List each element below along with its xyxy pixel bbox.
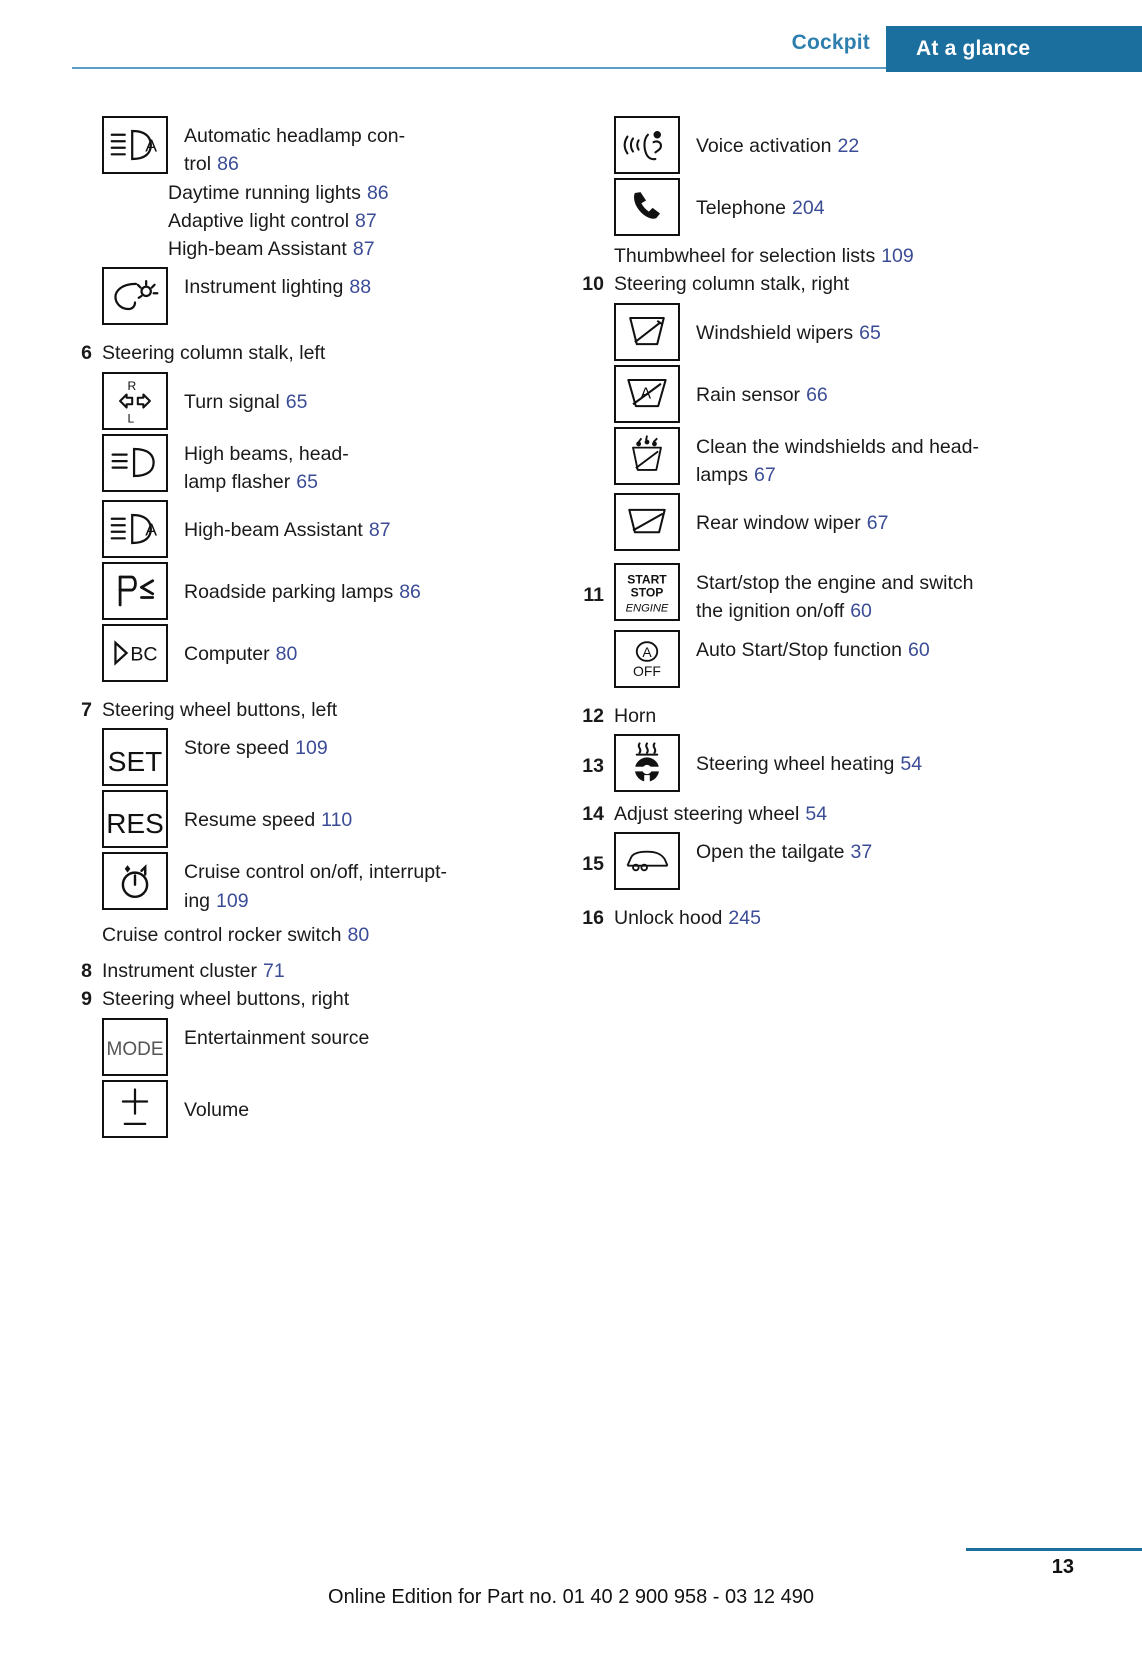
telephone-page: 204 xyxy=(792,197,825,219)
cruise-rocker-page: 80 xyxy=(347,923,370,946)
high-beams-label-wrap xyxy=(168,434,558,497)
entry-entertainment-source xyxy=(68,1018,558,1076)
clean-windshields-page: 67 xyxy=(754,463,776,486)
entry-14-adjust-steering-wheel xyxy=(580,800,1090,828)
bc-computer-icon xyxy=(102,624,168,682)
rain-sensor-icon xyxy=(614,365,680,423)
svg-text:A: A xyxy=(640,385,652,403)
windshield-wipers-page: 65 xyxy=(859,321,881,344)
voice-activation-page: 22 xyxy=(837,135,860,157)
high-beams-line-2: lamp flasher xyxy=(184,470,291,493)
svg-text:A: A xyxy=(642,643,652,660)
resume-speed-label-wrap xyxy=(168,790,558,834)
turn-signal-label: Turn signal xyxy=(184,390,280,413)
svg-text:START: START xyxy=(627,572,667,587)
computer-label: Computer xyxy=(184,643,270,666)
entry-8-instrument-cluster xyxy=(68,957,558,985)
set-icon-text: SET xyxy=(107,746,163,778)
clean-windshields-line-1: Clean the windshields and head- xyxy=(696,435,979,458)
mode-button-icon xyxy=(102,1018,168,1076)
store-speed-label-wrap xyxy=(168,728,558,762)
steering-wheel-heating-label: Steering wheel heating xyxy=(696,752,895,775)
entry-16-unlock-hood xyxy=(580,904,1090,932)
parking-lamps-label: Roadside parking lamps xyxy=(184,581,394,604)
volume-label: Volume xyxy=(184,1098,250,1121)
open-tailgate-label: Open the tailgate xyxy=(696,841,845,864)
svg-text:A: A xyxy=(145,519,158,540)
volume-icon xyxy=(102,1080,168,1138)
cruise-control-line-1: Cruise control on/off, interrupt- xyxy=(184,861,448,884)
footer-edition-text: Online Edition for Part no. 01 40 2 900 958 - 03 12 490 xyxy=(328,1586,814,1608)
entry-6-number: 6 xyxy=(81,342,92,365)
telephone-icon xyxy=(614,178,680,236)
entry-14-title: Adjust steering wheel xyxy=(614,802,800,825)
high-beam-assistant-icon xyxy=(102,500,168,558)
auto-start-stop-label-wrap xyxy=(680,630,1090,664)
page-header xyxy=(0,0,1142,72)
open-tailgate-label-wrap xyxy=(680,832,1090,866)
cruise-control-label-wrap xyxy=(168,852,558,915)
turn-signal-label-wrap xyxy=(168,372,558,416)
rear-window-wiper-page: 67 xyxy=(866,512,889,535)
svg-text:L: L xyxy=(127,411,135,426)
headlamp-page: 86 xyxy=(217,153,239,176)
instrument-lighting-page: 88 xyxy=(349,276,372,299)
header-section-title: Cockpit xyxy=(791,31,870,54)
entry-auto-start-stop xyxy=(580,630,1090,688)
entry-15-open-the-tailgate xyxy=(580,832,1090,890)
cruise-control-page: 109 xyxy=(216,889,249,912)
svg-text:STOP: STOP xyxy=(630,585,664,600)
entry-13-number: 13 xyxy=(582,754,604,777)
thumbwheel-label: Thumbwheel for selection lists xyxy=(614,245,876,267)
auto-start-stop-off-icon xyxy=(614,630,680,688)
clean-windshields-line-2: lamps xyxy=(696,463,749,486)
thumbwheel-wrap xyxy=(614,242,1090,270)
entry-rain-sensor xyxy=(580,365,1090,423)
high-beam-assistant-label: High-beam Assistant xyxy=(168,238,347,261)
entry-11-number: 11 xyxy=(583,584,604,607)
svg-text:BC: BC xyxy=(130,643,158,666)
entry-9-steering-wheel-buttons-right xyxy=(68,985,558,1013)
entry-12-number: 12 xyxy=(582,704,604,727)
cruise-rocker-wrap xyxy=(102,921,558,949)
entry-computer xyxy=(68,624,558,682)
high-beam-assistant-page: 87 xyxy=(352,238,375,261)
entry-telephone xyxy=(580,178,1090,236)
entry-9-title: Steering wheel buttons, right xyxy=(102,988,350,1011)
hba-page: 87 xyxy=(368,519,391,542)
footer-divider xyxy=(966,1548,1142,1551)
entry-16-number: 16 xyxy=(582,907,604,930)
cruise-control-icon xyxy=(102,852,168,910)
thumbwheel-page: 109 xyxy=(881,245,914,267)
res-button-icon xyxy=(102,790,168,848)
entry-clean-windshields xyxy=(580,427,1090,490)
rain-sensor-label: Rain sensor xyxy=(696,383,801,406)
entry-13-steering-wheel-heating xyxy=(580,734,1090,792)
adaptive-light-control-row xyxy=(168,207,558,235)
automatic-headlamp-control-icon xyxy=(102,116,168,174)
start-stop-label-wrap xyxy=(680,563,1090,626)
header-tab-label: At a glance xyxy=(916,37,1031,60)
hba-label: High-beam Assistant xyxy=(184,519,363,542)
entry-12-title: Horn xyxy=(614,704,657,727)
turn-signal-icon xyxy=(102,372,168,430)
parking-lamps-label-wrap xyxy=(168,562,558,606)
store-speed-page: 109 xyxy=(295,737,328,760)
turn-signal-page: 65 xyxy=(285,390,308,413)
entry-16-wrap xyxy=(614,904,1090,932)
svg-text:A: A xyxy=(145,135,158,156)
entry-10-number: 10 xyxy=(582,273,604,296)
svg-text:ENGINE: ENGINE xyxy=(625,602,669,615)
entry-16-page: 245 xyxy=(728,907,761,930)
entry-16-title: Unlock hood xyxy=(614,907,723,930)
voice-activation-icon xyxy=(614,116,680,174)
steering-wheel-heating-label-wrap xyxy=(680,734,1090,778)
roadside-parking-lamp-icon xyxy=(102,562,168,620)
start-stop-line-1: Start/stop the engine and switch xyxy=(696,572,974,595)
open-tailgate-icon xyxy=(614,832,680,890)
instrument-lighting-label-wrap xyxy=(168,267,558,301)
rain-sensor-page: 66 xyxy=(806,383,828,406)
entry-7-number: 7 xyxy=(81,699,92,722)
adaptive-light-control-page: 87 xyxy=(355,209,377,232)
entry-thumbwheel xyxy=(580,242,1090,270)
mode-icon-text: MODE xyxy=(106,1038,164,1060)
entry-6-steering-column-stalk-left xyxy=(68,339,558,367)
entertainment-source-label: Entertainment source xyxy=(184,1026,370,1049)
entry-8-number: 8 xyxy=(81,960,92,983)
entry-high-beam-assistant xyxy=(68,500,558,558)
entry-7-steering-wheel-buttons-left xyxy=(68,696,558,724)
telephone-label: Telephone xyxy=(696,197,786,219)
entry-cruise-control xyxy=(68,852,558,915)
windshield-wiper-icon xyxy=(614,303,680,361)
computer-page: 80 xyxy=(275,643,298,666)
instrument-lighting-icon xyxy=(102,267,168,325)
entry-9-number: 9 xyxy=(81,988,92,1011)
start-stop-page: 60 xyxy=(850,600,872,623)
hba-label-wrap xyxy=(168,500,558,544)
telephone-label-wrap xyxy=(680,178,1090,222)
entry-resume-speed xyxy=(68,790,558,848)
steering-wheel-heating-icon xyxy=(614,734,680,792)
start-stop-line-2: the ignition on/off xyxy=(696,600,845,623)
cruise-rocker-label: Cruise control rocker switch xyxy=(102,923,342,946)
daytime-running-lights-label: Daytime running lights xyxy=(168,181,361,204)
left-column xyxy=(68,112,558,1138)
entry-6-title: Steering column stalk, left xyxy=(102,342,326,365)
windshield-wipers-label-wrap xyxy=(680,303,1090,347)
entry-instrument-lighting xyxy=(68,267,558,325)
high-beam-assistant-row xyxy=(168,235,558,263)
entry-10-steering-column-stalk-right xyxy=(580,270,1090,298)
daytime-running-lights-row xyxy=(168,179,558,207)
entry-cruise-rocker-switch xyxy=(68,921,558,949)
auto-start-stop-page: 60 xyxy=(907,638,930,661)
headlamp-line-1: Automatic headlamp con- xyxy=(184,125,406,147)
daytime-running-lights-page: 86 xyxy=(366,181,389,204)
windshield-washer-icon xyxy=(614,427,680,485)
high-beam-icon xyxy=(102,434,168,492)
rear-window-wiper-label-wrap xyxy=(680,493,1090,537)
auto-start-stop-label: Auto Start/Stop function xyxy=(696,638,902,661)
open-tailgate-page: 37 xyxy=(850,841,873,864)
cruise-control-line-2: ing xyxy=(184,889,211,912)
voice-activation-label: Voice activation xyxy=(696,135,832,157)
footer-page-number: 13 xyxy=(1051,1556,1074,1578)
header-tab-at-a-glance xyxy=(886,26,1142,72)
start-stop-engine-icon xyxy=(614,563,680,621)
entry-rear-window-wiper xyxy=(580,493,1090,551)
rear-window-wiper-label: Rear window wiper xyxy=(696,512,861,535)
entry-10-title: Steering column stalk, right xyxy=(614,273,850,296)
resume-speed-page: 110 xyxy=(321,809,353,832)
steering-wheel-heating-page: 54 xyxy=(900,752,923,775)
parking-lamps-page: 86 xyxy=(399,581,421,604)
entry-volume xyxy=(68,1080,558,1138)
windshield-wipers-label: Windshield wipers xyxy=(696,321,854,344)
voice-activation-label-wrap xyxy=(680,116,1090,160)
entry-12-horn xyxy=(580,702,1090,730)
entry-8-wrap xyxy=(102,957,558,985)
svg-text:R: R xyxy=(127,378,137,393)
set-button-icon xyxy=(102,728,168,786)
resume-speed-label: Resume speed xyxy=(184,809,316,832)
entry-14-number: 14 xyxy=(582,802,604,825)
headlamp-line-2: trol xyxy=(184,153,212,176)
high-beams-page: 65 xyxy=(296,470,318,493)
entry-8-page: 71 xyxy=(262,960,285,983)
entry-14-wrap xyxy=(614,800,1090,828)
rear-window-wiper-icon xyxy=(614,493,680,551)
clean-windshields-label-wrap xyxy=(680,427,1090,490)
entry-turn-signal xyxy=(68,372,558,430)
res-icon-text: RES xyxy=(106,808,164,840)
entry-14-page: 54 xyxy=(805,802,828,825)
entry-high-beams xyxy=(68,434,558,497)
entry-voice-activation xyxy=(580,116,1090,174)
entry-8-title: Instrument cluster xyxy=(102,960,257,983)
entry-11-start-stop xyxy=(580,563,1090,626)
svg-text:OFF: OFF xyxy=(633,662,661,679)
entry-15-number: 15 xyxy=(582,853,604,876)
high-beams-line-1: High beams, head- xyxy=(184,442,349,465)
entry-7-title: Steering wheel buttons, left xyxy=(102,699,338,722)
rain-sensor-label-wrap xyxy=(680,365,1090,409)
computer-label-wrap xyxy=(168,624,558,668)
right-column xyxy=(580,112,1090,932)
store-speed-label: Store speed xyxy=(184,737,290,760)
automatic-headlamp-control-label xyxy=(168,116,558,179)
entry-windshield-wipers xyxy=(580,303,1090,361)
entry-store-speed xyxy=(68,728,558,786)
adaptive-light-control-label: Adaptive light control xyxy=(168,209,350,232)
entry-automatic-headlamp-control xyxy=(68,116,558,179)
entry-roadside-parking-lamps xyxy=(68,562,558,620)
instrument-lighting-label: Instrument lighting xyxy=(184,276,344,299)
headlamp-sublist xyxy=(168,179,558,264)
